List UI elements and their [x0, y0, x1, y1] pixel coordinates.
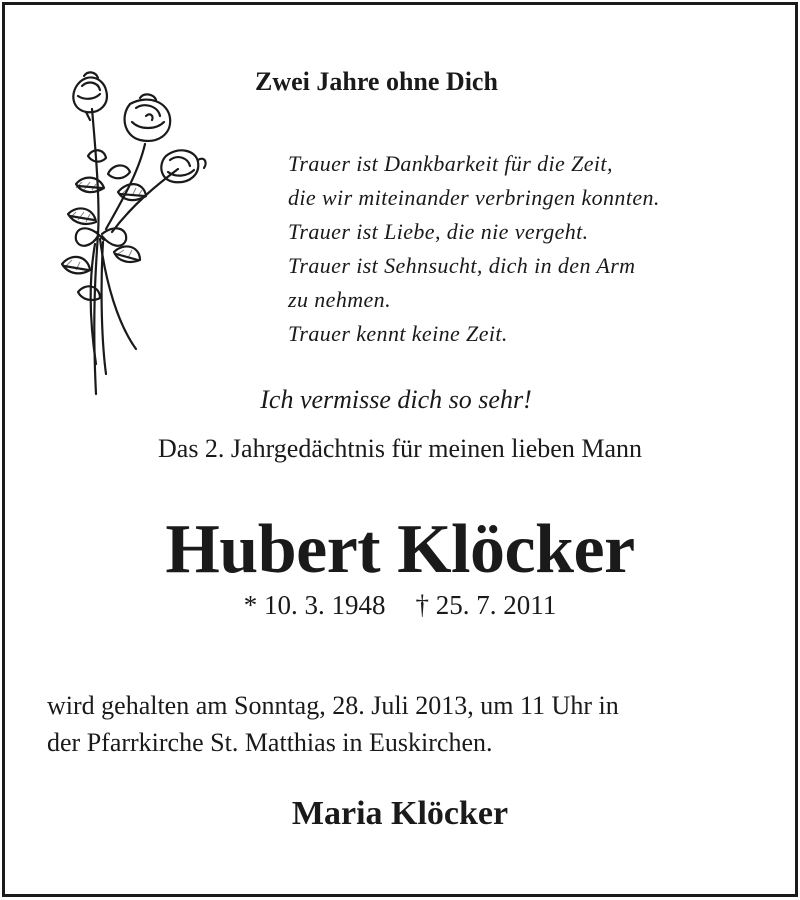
header-title: Zwei Jahre ohne Dich — [255, 67, 498, 96]
deceased-name: Hubert Klöcker — [165, 511, 635, 588]
occasion-text: Das 2. Jahrgedächtnis für meinen lieben Mann — [158, 434, 642, 463]
poem-line: Trauer ist Dankbarkeit für die Zeit, — [288, 151, 613, 176]
poem-line: die wir miteinander verbringen konnten. — [288, 185, 660, 210]
service-line: wird gehalten am Sonntag, 28. Juli 2013, um 11 Uhr in — [47, 691, 619, 720]
signature: Maria Klöcker — [291, 795, 509, 832]
poem-line: Trauer ist Liebe, die nie vergeht. — [288, 219, 589, 244]
birth-date: * 10. 3. 1948 — [243, 590, 386, 620]
poem — [288, 147, 660, 351]
poem-line: Trauer kennt keine Zeit. — [288, 321, 508, 346]
miss-line: Ich vermisse dich so sehr! — [260, 385, 532, 414]
roses-bouquet-icon — [48, 64, 223, 404]
poem-line: Trauer ist Sehnsucht, dich in den Arm — [288, 253, 636, 278]
poem-line: zu nehmen. — [288, 287, 391, 312]
service-details — [47, 687, 767, 761]
death-date: † 25. 7. 2011 — [415, 590, 557, 620]
life-dates — [0, 590, 800, 621]
service-line: der Pfarrkirche St. Matthias in Euskirchen. — [47, 728, 493, 757]
